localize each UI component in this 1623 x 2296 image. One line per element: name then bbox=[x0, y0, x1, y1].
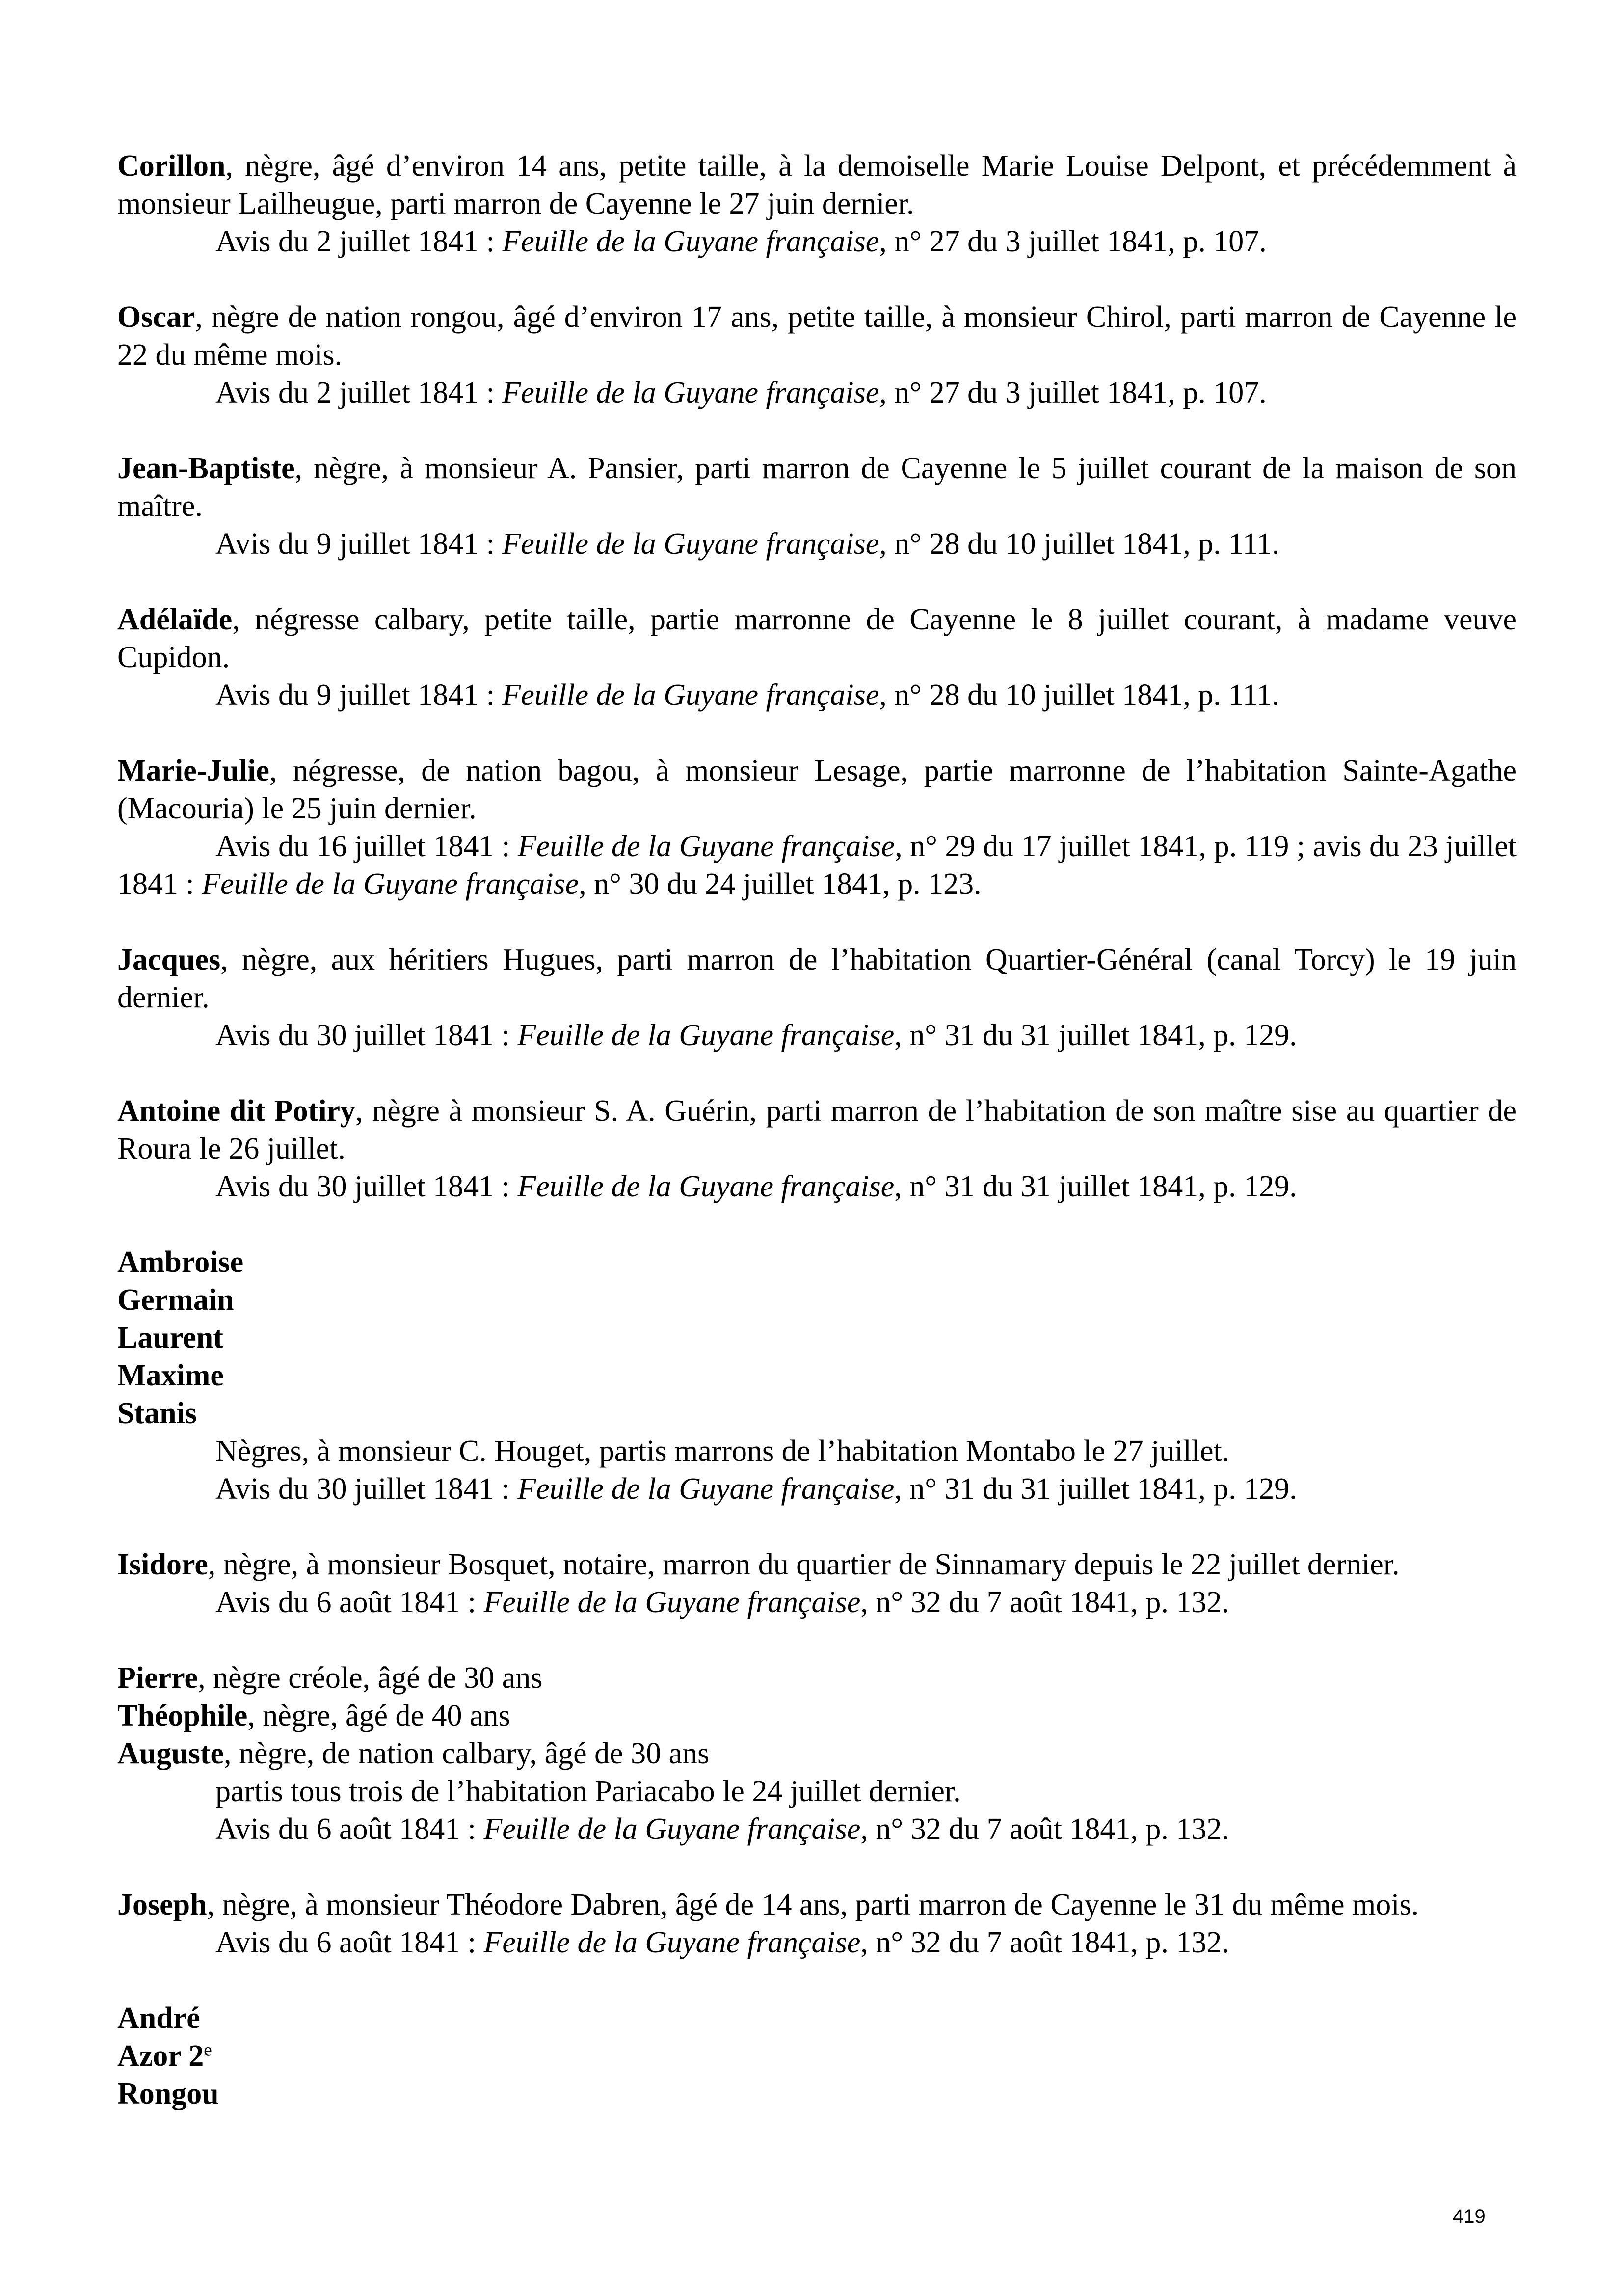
group-person bbox=[117, 1735, 1517, 1773]
journal-title: Feuille de la Guyane française bbox=[202, 867, 579, 901]
entry-adelaide bbox=[117, 601, 1517, 714]
entry-name: Azor 2 bbox=[117, 2039, 204, 2073]
entry-name: Stanis bbox=[117, 1397, 197, 1430]
entry-joseph bbox=[117, 1886, 1517, 1962]
entry-description bbox=[117, 601, 1517, 676]
avis-reference: , n° 31 du 31 juillet 1841, p. 129. bbox=[894, 1019, 1297, 1052]
entry-avis bbox=[117, 223, 1517, 261]
group-name bbox=[117, 1357, 1517, 1395]
journal-title: Feuille de la Guyane française bbox=[502, 527, 879, 561]
avis-reference: , n° 28 du 10 juillet 1841, p. 111. bbox=[879, 678, 1280, 712]
entry-avis bbox=[117, 525, 1517, 563]
journal-title: Feuille de la Guyane française bbox=[517, 1170, 895, 1203]
group-detail: Nègres, à monsieur C. Houget, partis marrons de l’habitation Montabo le 27 juillet. bbox=[215, 1434, 1230, 1468]
group-person bbox=[117, 1697, 1517, 1735]
entry-isidore bbox=[117, 1546, 1517, 1621]
avis-date: Avis du 6 août 1841 : bbox=[215, 1926, 484, 1959]
entry-desc-text: , nègre de nation rongou, âgé d’environ 17 ans, petite taille, à monsieur Chirol, parti marron de Cayenne le 22 du même mois. bbox=[117, 300, 1517, 372]
document-body bbox=[117, 147, 1517, 2151]
entry-name: Auguste bbox=[117, 1737, 224, 1770]
entry-name: Jean-Baptiste bbox=[117, 452, 295, 485]
page-number: 419 bbox=[1453, 2206, 1486, 2227]
entry-name: Marie-Julie bbox=[117, 754, 269, 787]
journal-title: Feuille de la Guyane française bbox=[483, 1926, 861, 1959]
journal-title: Feuille de la Guyane française bbox=[517, 1472, 895, 1506]
journal-title: Feuille de la Guyane française bbox=[483, 1812, 861, 1846]
avis-reference: , n° 31 du 31 juillet 1841, p. 129. bbox=[894, 1170, 1297, 1203]
entry-avis bbox=[117, 1584, 1517, 1621]
avis-date: Avis du 30 juillet 1841 : bbox=[215, 1019, 518, 1052]
entry-name: Corillon bbox=[117, 149, 226, 183]
entry-desc-text: , négresse calbary, petite taille, partie marronne de Cayenne le 8 juillet courant, à madame veuve Cupidon. bbox=[117, 603, 1517, 674]
entry-name: Pierre bbox=[117, 1661, 198, 1695]
entry-group-houget bbox=[117, 1243, 1517, 1508]
entry-name: Ambroise bbox=[117, 1245, 244, 1279]
group-detail: partis tous trois de l’habitation Pariacabo le 24 juillet dernier. bbox=[215, 1775, 961, 1808]
entry-description bbox=[117, 450, 1517, 525]
avis-date: Avis du 2 juillet 1841 : bbox=[215, 376, 503, 409]
entry-avis bbox=[117, 1810, 1517, 1848]
avis-date: Avis du 2 juillet 1841 : bbox=[215, 225, 503, 258]
group-name bbox=[117, 1395, 1517, 1432]
avis-date: Avis du 30 juillet 1841 : bbox=[215, 1170, 518, 1203]
entry-name: Jacques bbox=[117, 943, 221, 976]
journal-title: Feuille de la Guyane française bbox=[502, 225, 879, 258]
entry-avis bbox=[117, 828, 1517, 903]
group-name bbox=[117, 2037, 1517, 2075]
entry-description bbox=[117, 1092, 1517, 1168]
avis-reference: , n° 30 du 24 juillet 1841, p. 123. bbox=[579, 867, 982, 901]
entry-desc-text: , nègre, à monsieur A. Pansier, parti marron de Cayenne le 5 juillet courant de la maison de son maître. bbox=[117, 452, 1517, 523]
entry-avis bbox=[117, 1168, 1517, 1206]
entry-desc-text: , nègre, âgé d’environ 14 ans, petite taille, à la demoiselle Marie Louise Delpont, et précédemment à monsieur Lailheugue, parti marron de Cayenne le 27 juin dernier. bbox=[117, 149, 1517, 220]
entry-desc-text: , nègre, à monsieur Théodore Dabren, âgé de 14 ans, parti marron de Cayenne le 31 du même mois. bbox=[207, 1888, 1419, 1921]
entry-avis bbox=[117, 374, 1517, 412]
avis-reference: , n° 32 du 7 août 1841, p. 132. bbox=[860, 1586, 1229, 1619]
entry-desc-text: , nègre, aux héritiers Hugues, parti marron de l’habitation Quartier-Général (canal Torcy) le 19 juin dernier. bbox=[117, 943, 1517, 1014]
avis-date: Avis du 6 août 1841 : bbox=[215, 1812, 484, 1846]
avis-reference: , n° 31 du 31 juillet 1841, p. 129. bbox=[894, 1472, 1297, 1506]
entry-desc-text: , nègre créole, âgé de 30 ans bbox=[198, 1661, 543, 1695]
entry-name: Oscar bbox=[117, 300, 195, 334]
entry-description bbox=[117, 1546, 1517, 1584]
journal-title: Feuille de la Guyane française bbox=[483, 1586, 861, 1619]
entry-group-final bbox=[117, 1999, 1517, 2113]
entry-desc-text: , nègre, à monsieur Bosquet, notaire, marron du quartier de Sinnamary depuis le 22 juillet dernier. bbox=[208, 1548, 1400, 1581]
entry-name: Laurent bbox=[117, 1321, 223, 1354]
group-name bbox=[117, 1281, 1517, 1319]
group-name bbox=[117, 2075, 1517, 2113]
entry-name: Maxime bbox=[117, 1359, 224, 1392]
avis-reference: , n° 28 du 10 juillet 1841, p. 111. bbox=[879, 527, 1280, 561]
avis-reference: , n° 27 du 3 juillet 1841, p. 107. bbox=[879, 376, 1267, 409]
entry-avis bbox=[117, 1017, 1517, 1054]
entry-avis bbox=[117, 676, 1517, 714]
entry-name: Rongou bbox=[117, 2077, 219, 2110]
avis-date: Avis du 30 juillet 1841 : bbox=[215, 1472, 518, 1506]
avis-date: Avis du 9 juillet 1841 : bbox=[215, 527, 503, 561]
entry-avis bbox=[117, 1470, 1517, 1508]
entry-name: Adélaïde bbox=[117, 603, 233, 636]
journal-title: Feuille de la Guyane française bbox=[517, 830, 895, 863]
avis-date: Avis du 6 août 1841 : bbox=[215, 1586, 484, 1619]
entry-antoine-dit-potiry bbox=[117, 1092, 1517, 1206]
entry-name: André bbox=[117, 2001, 200, 2035]
entry-name: Germain bbox=[117, 1283, 234, 1317]
entry-description bbox=[117, 1886, 1517, 1924]
entry-name: Joseph bbox=[117, 1888, 207, 1921]
entry-name: Antoine dit Potiry bbox=[117, 1094, 356, 1128]
avis-reference: , n° 32 du 7 août 1841, p. 132. bbox=[860, 1812, 1229, 1846]
avis-reference: , n° 29 du 17 juillet 1841, p. 119 ; avis du 23 juillet 1841 : bbox=[117, 830, 1517, 901]
entry-desc-text: , nègre, de nation calbary, âgé de 30 ans bbox=[224, 1737, 710, 1770]
entry-name: Théophile bbox=[117, 1699, 248, 1732]
entry-desc-text: , nègre à monsieur S. A. Guérin, parti marron de l’habitation de son maître sise au quartier de Roura le 26 juillet. bbox=[117, 1094, 1517, 1165]
entry-marie-julie bbox=[117, 752, 1517, 903]
entry-group-pariacabo bbox=[117, 1659, 1517, 1848]
entry-name: Isidore bbox=[117, 1548, 208, 1581]
entry-desc-text: , négresse, de nation bagou, à monsieur Lesage, partie marronne de l’habitation Sainte-Agathe (Macouria) le 25 juin dernier. bbox=[117, 754, 1517, 825]
entry-jacques bbox=[117, 941, 1517, 1054]
journal-title: Feuille de la Guyane française bbox=[517, 1019, 895, 1052]
entry-oscar bbox=[117, 298, 1517, 412]
entry-description bbox=[117, 941, 1517, 1017]
avis-date: Avis du 16 juillet 1841 : bbox=[215, 830, 518, 863]
group-name bbox=[117, 1319, 1517, 1357]
group-person bbox=[117, 1659, 1517, 1697]
entry-description bbox=[117, 147, 1517, 223]
journal-title: Feuille de la Guyane française bbox=[502, 678, 879, 712]
avis-reference: , n° 32 du 7 août 1841, p. 132. bbox=[860, 1926, 1229, 1959]
entry-corillon bbox=[117, 147, 1517, 261]
avis-reference: , n° 27 du 3 juillet 1841, p. 107. bbox=[879, 225, 1267, 258]
ordinal-superscript: e bbox=[204, 2040, 212, 2060]
avis-date: Avis du 9 juillet 1841 : bbox=[215, 678, 503, 712]
journal-title: Feuille de la Guyane française bbox=[502, 376, 879, 409]
entry-desc-text: , nègre, âgé de 40 ans bbox=[247, 1699, 510, 1732]
group-name bbox=[117, 1999, 1517, 2037]
entry-jean-baptiste bbox=[117, 450, 1517, 563]
entry-avis bbox=[117, 1924, 1517, 1962]
entry-description bbox=[117, 752, 1517, 828]
entry-description bbox=[117, 298, 1517, 374]
group-name bbox=[117, 1243, 1517, 1281]
